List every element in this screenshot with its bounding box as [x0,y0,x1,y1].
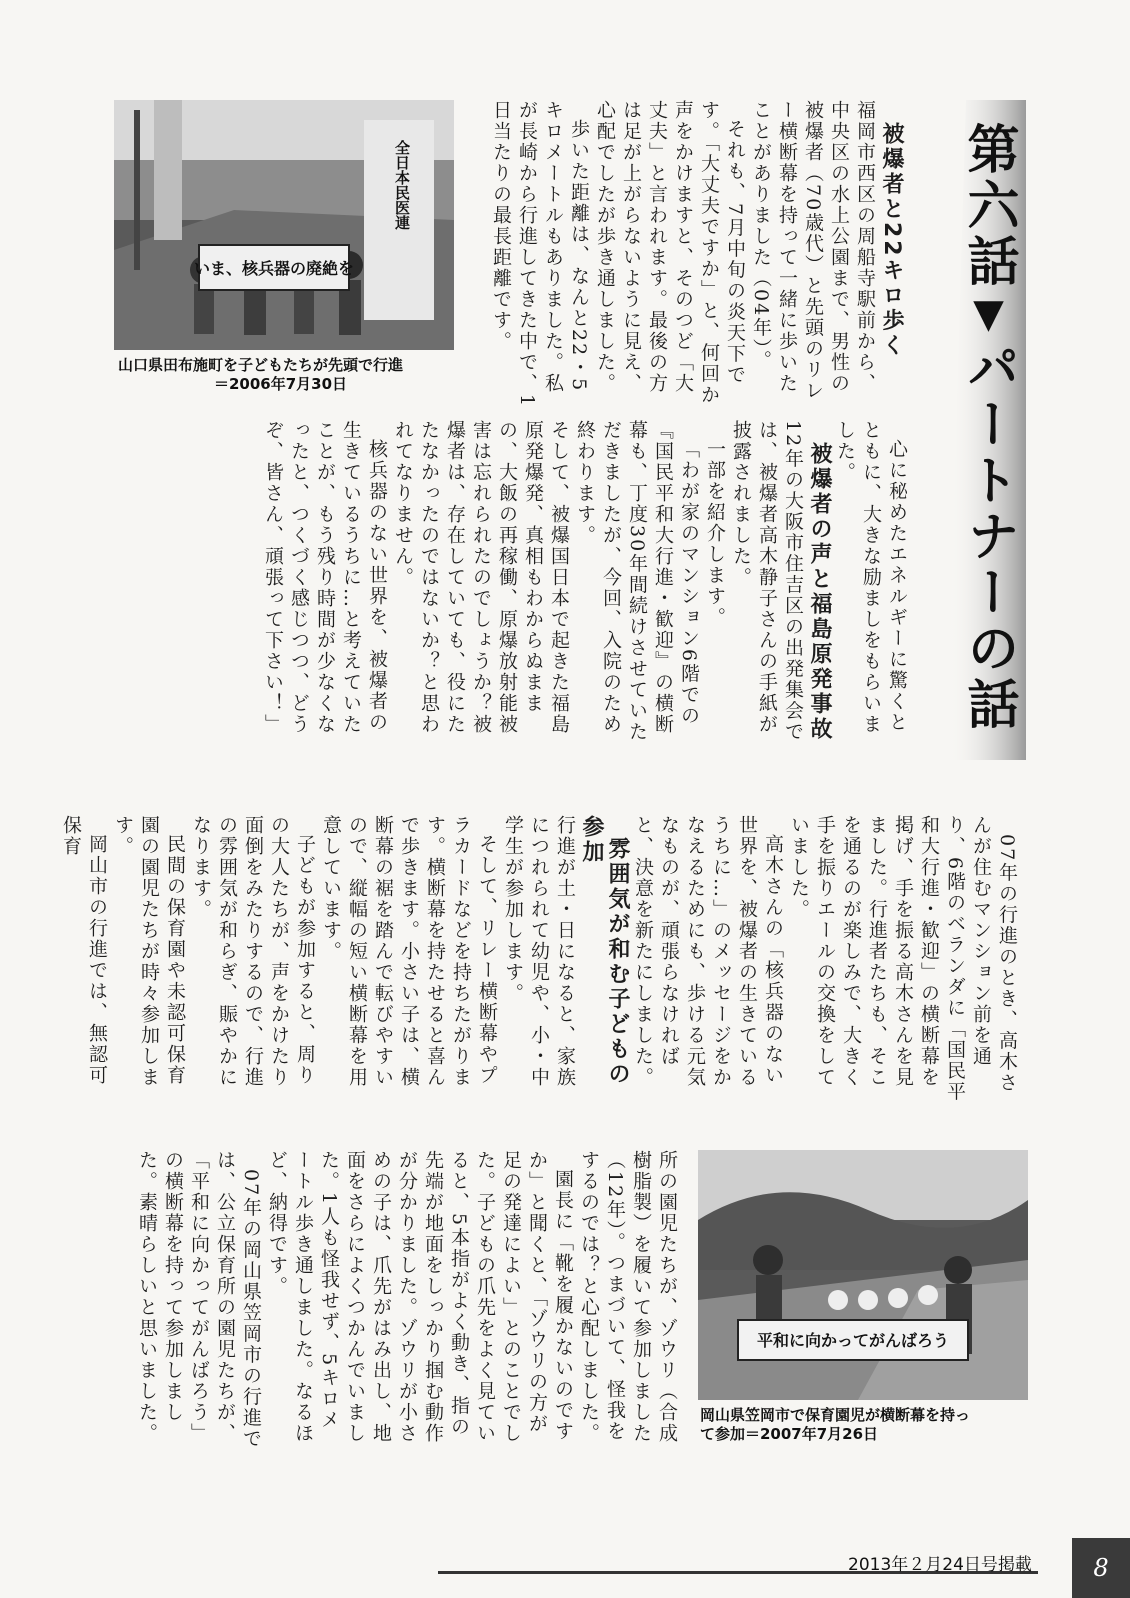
section1-paragraph: 心に秘めたエネルギーに驚くとともに、大きな励ましをもらいました。 [834,420,908,735]
section2-column [110,420,910,750]
section3-paragraph: 子どもが参加すると、周りの大人たちが、声をかけたり面倒をみたりするので、行進の雰囲気が和らぎ、賑やかになります。 [190,815,316,1088]
photo-scene-2 [698,1150,1028,1400]
photo2-banner-text: 平和に向かってがんばろう [756,1331,950,1350]
photo2-caption-line2: て参加＝2007年7月26日 [700,1425,879,1443]
section3-paragraph: 高木さんの「核兵器のない世界を、被爆者の生きているうちに…」のメッセージをかなえるためにも、歩ける元気なものが、頑張らなければと、決意を新たにしました。 [632,815,784,1088]
page-number: 8 [1072,1538,1130,1598]
section3-paragraph: そして、リレー横断幕やプラカードなどを持ちたがります。横断幕を持たせると喜んで歩きます。小さい子は、横断幕の裾を踏んで転びやすいので、縦幅の短い横断幕を用意しています。 [320,815,498,1088]
photo1-caption-line2: ＝2006年7月30日 [214,375,348,393]
section1-paragraph: 福岡市西区の周船寺駅前から、中央区の水上公園まで、男性の被爆者（70歳代）と先頭のリレー横断幕を持って一緒に歩いたことがありました（04年）。 [750,100,876,402]
title-main: 第六話 [958,122,1019,290]
section2-heading: 被爆者の声と福島原発事故 [807,442,832,742]
photo1-flag-text: 全日本民医連 [393,140,411,230]
photo1-caption-line1: 山口県田布施町を子どもたちが先頭で行進 [118,356,404,374]
photo-scene-1 [114,100,454,350]
photo1-banner-text: いま、核兵器の廃絶を [193,259,355,278]
section1-paragraph: それも、7月中旬の炎天下です。「大丈夫ですか」と、何回か声をかけますと、そのつど「大丈夫」と言われます。最後の方は足が上がらないように見え、心配でしたが歩き通しました。 [594,100,746,406]
section3-column [60,815,1020,1105]
photo2-caption [700,1406,1030,1444]
photo2-caption-line1: 岡山県笠岡市で保育園児が横断幕を持っ [700,1406,971,1424]
section4-column [110,1150,680,1450]
publication-date: 2013年２月24日号掲載 [848,1555,1032,1575]
section3-heading: 雰囲気が和む子どもの参加 [579,815,630,1087]
section1-heading: 被爆者と22キロ歩く [879,122,904,359]
title-marker: ▼ [965,290,1012,341]
section2-paragraph: 核兵器のない世界を、被爆者の生きているうちに…と考えていたことが、もう残り時間が少なくなったと、つくづく感じつつ、どうぞ、皆さん、頑張って下さい！」 [262,420,388,735]
title-sub: パートナーの話 [958,341,1019,733]
section3-paragraph: 岡山市の行進では、無認可保育 [60,815,108,1086]
title-text [958,122,1019,733]
section4-paragraph: 園長に「靴を履かないのですか」と聞くと、「ゾウリの方が足の発達によい」とのことでした。子どもの爪先をよく見ていると、5本指がよく動き、指の先端が地面をしっかり掴む動作が分かりました。ゾウリが小さめの子は、爪先がはみ出し、地面をさらによくつかんでいました。1人も怪我せず、5キロメートル歩き通しました。なるほど、納得です。 [266,1150,574,1444]
section2-paragraph: 一部を紹介します。 [704,439,726,628]
section4-paragraph: 07年の岡山県笠岡市の行進では、公立保育所の園児たちが、「平和に向かってがんばろう」の横断幕を持って参加しました。素晴らしいと思いました。 [136,1150,262,1450]
section1-paragraph: 歩いた距離は、なんと22・5キロメートルもありました。私が長崎から行進してきた中で、1日当たりの最長距離です。 [490,100,590,409]
section4-paragraph: 所の園児たちが、ゾウリ（合成樹脂製）を履いて参加しました（12年）。つまづいて、怪我をするのでは？と心配しました。 [578,1150,678,1444]
section2-paragraph: 「わが家のマンション6階での『国民平和大行進・歓迎』の横断幕も、丁度30年間続けさせていただきましたが、今回、入院のため終わります。 [574,420,700,743]
section3-paragraph: 07年の行進のとき、高木さんが住むマンション前を通り、6階のベランダに「国民平和大行進・歓迎」の横断幕を掲げ、手を振る高木さんを見ました。行進者たちも、そこを通るのが楽しみで、大きく手を振りエールの交換をしていました。 [788,815,1018,1103]
section2-paragraph: そして、被爆国日本で起きた福島原発爆発、真相もわからぬままの、大飯の再稼働、原爆放射能被害は忘れられたのでしょうか？被爆者は、存在していても、役にたたなかったのではないか？と思われてなりません。 [392,420,570,735]
series-title [946,100,1026,760]
photo-peace-march-kasaoka [698,1150,1028,1400]
section1-column [464,100,904,410]
section2-paragraph: 12年の大阪市住吉区の出発集会では、被爆者高木静子さんの手紙が披露されました。 [730,420,804,743]
section3-paragraph: 行進が土・日になると、家族につれられて幼児や、小・中学生が参加します。 [502,815,576,1088]
photo1-caption [118,356,458,394]
section3-paragraph: 民間の保育園や未認可保育園の園児たちが時々参加します。 [112,815,186,1088]
photo-peace-march-yamaguchi [114,100,454,350]
